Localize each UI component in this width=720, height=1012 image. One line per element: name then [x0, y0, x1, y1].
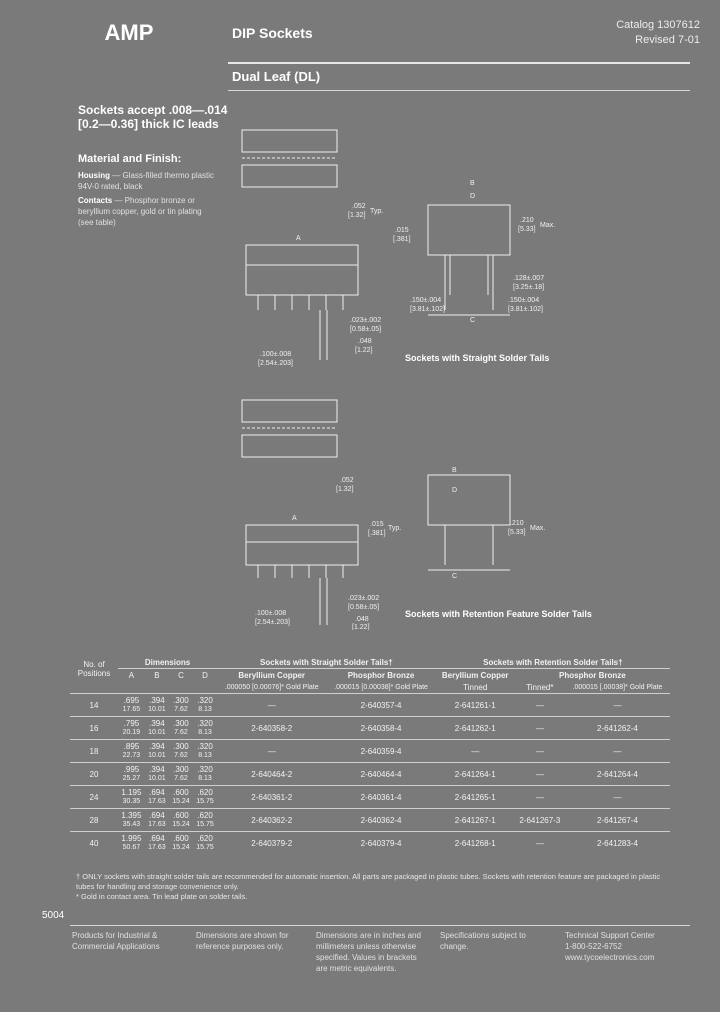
cell-dim-c-mm: 15.24	[172, 844, 190, 851]
cell-retention-becu	[436, 740, 515, 763]
cell-positions	[70, 763, 118, 786]
cell-dim-d-value: .320	[197, 742, 213, 751]
footer-col4: Specifications subject to change.	[440, 931, 526, 951]
th-tinned: Tinned	[463, 682, 488, 692]
cell-dim-c-mm: 15.24	[172, 798, 190, 805]
cell-dim-c-mm: 7.62	[174, 775, 188, 782]
dim1-100: .100±.008	[260, 351, 292, 358]
amp-logo-text: AMP	[104, 20, 154, 44]
dim1-023mm: [0.58±.05]	[350, 326, 382, 333]
dim1-052mm: [1.32]	[348, 212, 366, 219]
cell-dim-d-mm: 8.13	[198, 706, 212, 713]
cell-dim-d	[193, 786, 217, 809]
dim1-210: .210	[520, 217, 534, 224]
cell-straight-becu-value: 2-640358-2	[251, 723, 293, 733]
cell-dim-a-value: .695	[123, 696, 140, 705]
cell-dim-a	[118, 694, 145, 717]
cell-straight-phbr-value: 2-640357-4	[360, 700, 402, 710]
cell-retention-tinned	[515, 809, 565, 832]
cell-straight-phbr	[326, 809, 435, 832]
table-row	[70, 832, 670, 855]
cell-dim-d-value: .320	[197, 765, 213, 774]
cell-dim-d-value: .620	[197, 811, 213, 820]
dim2-048: .048	[355, 616, 369, 623]
cell-straight-becu	[217, 740, 326, 763]
cell-dim-c-value: .600	[173, 834, 189, 843]
cell-dim-b-value: .394	[149, 742, 165, 751]
cell-dim-c-mm: 7.62	[174, 752, 188, 759]
th-straight: Sockets with Straight Solder Tails†	[217, 656, 436, 669]
cell-straight-becu	[217, 786, 326, 809]
cell-retention-becu-value: 2-641262-1	[454, 723, 496, 733]
th-phbr: Phosphor Bronze	[347, 670, 415, 680]
socket-end-view-1	[428, 205, 510, 255]
cell-dim-d	[193, 694, 217, 717]
cell-dim-b-mm: 10.01	[148, 752, 166, 759]
cell-dim-a-value: .995	[123, 765, 140, 774]
footer-rule	[70, 925, 690, 926]
cell-dim-d-mm: 8.13	[198, 775, 212, 782]
cell-retention-tinned-value: 2-641267-3	[519, 815, 561, 825]
lead-spec	[78, 103, 227, 131]
socket-top-view-1b	[242, 165, 337, 187]
dim1-150amm: [3.81±.102]	[410, 306, 445, 313]
cell-dim-b-value: .394	[149, 765, 165, 774]
cell-dim-d-value: .620	[197, 834, 213, 843]
cell-retention-phbr	[565, 694, 670, 717]
dim2-C: C	[452, 573, 458, 580]
cell-dim-c-mm: 15.24	[172, 821, 190, 828]
cell-positions-value: 20	[89, 769, 99, 779]
cell-retention-becu-value: 2-641261-1	[454, 700, 496, 710]
dim1-A: A	[296, 235, 301, 242]
cell-dim-a-value: .895	[123, 742, 140, 751]
cell-straight-becu-value: 2-640464-2	[251, 769, 293, 779]
cell-retention-becu	[436, 809, 515, 832]
cell-positions-value: 14	[89, 700, 99, 710]
section-title: Dual Leaf (DL)	[232, 69, 321, 84]
th-becu2: Beryllium Copper	[441, 670, 509, 680]
cell-dim-d	[193, 809, 217, 832]
cell-straight-becu	[217, 717, 326, 740]
part-number-table	[70, 656, 670, 854]
cell-retention-tinned	[515, 694, 565, 717]
cell-straight-becu-value: 2-640379-2	[251, 838, 293, 848]
cell-retention-phbr	[565, 786, 670, 809]
material-heading: Material and Finish:	[78, 153, 182, 165]
cell-dim-b-value: .694	[149, 834, 165, 843]
cell-retention-becu	[436, 763, 515, 786]
cell-positions	[70, 786, 118, 809]
cell-dim-a-value: 1.995	[121, 834, 142, 843]
cell-dim-a-mm: 20.19	[122, 729, 141, 736]
contacts-text: — Phosphor bronze or beryllium copper, gold or tin plating (see table)	[78, 196, 202, 227]
cell-retention-tinned-value: —	[535, 792, 544, 802]
cell-dim-b-value: .394	[149, 719, 165, 728]
dim1-048mm: [1.22]	[355, 347, 373, 354]
dim1-150a: .150±.004	[410, 297, 442, 304]
cell-dim-b-mm: 10.01	[148, 729, 166, 736]
th-phbr2: Phosphor Bronze	[559, 670, 626, 680]
dim1-015: .015	[395, 227, 409, 234]
cell-retention-phbr	[565, 809, 670, 832]
cell-straight-becu-value: 2-640361-2	[251, 792, 293, 802]
support-center: Technical Support Center	[565, 931, 655, 940]
cell-dim-d	[193, 832, 217, 855]
solder-tails-1	[258, 295, 343, 310]
cell-retention-phbr	[565, 763, 670, 786]
cell-dim-b	[145, 740, 169, 763]
cell-dim-d-mm: 15.75	[196, 821, 214, 828]
cell-dim-b-value: .394	[149, 696, 165, 705]
housing-label: Housing	[78, 171, 110, 180]
cell-dim-c	[169, 763, 193, 786]
cell-dim-c	[169, 809, 193, 832]
cell-dim-b-mm: 17.63	[148, 844, 166, 851]
cell-retention-phbr-value: —	[613, 792, 622, 802]
cell-straight-becu-value: —	[267, 746, 276, 756]
cell-dim-d-value: .620	[197, 788, 213, 797]
th-c: C	[178, 670, 184, 680]
dim2-023: .023±.002	[348, 595, 380, 602]
cell-dim-a-value: 1.195	[121, 788, 142, 797]
cell-dim-b-mm: 10.01	[148, 775, 166, 782]
footer-col2: Dimensions are shown for reference purposes only.	[196, 931, 289, 951]
th-positions: No. of Positions	[77, 659, 111, 678]
footer-col1: Products for Industrial & Commercial Applications	[72, 931, 160, 951]
cell-dim-b	[145, 786, 169, 809]
dim1-typ: Typ.	[370, 208, 384, 215]
dim1-015mm: [.381]	[393, 236, 411, 243]
contacts-label: Contacts	[78, 196, 113, 205]
cell-dim-d-mm: 8.13	[198, 752, 212, 759]
th-phbr-finish: .000015 [0.00038]* Gold Plate	[334, 683, 428, 691]
lead-spec-line2: [0.2—0.36] thick IC leads	[78, 117, 219, 131]
dim2-210mm: [5.33]	[508, 529, 526, 536]
cell-retention-phbr-value: 2-641262-4	[597, 723, 638, 733]
cell-straight-phbr	[326, 717, 435, 740]
caption-straight-tails: Sockets with Straight Solder Tails	[405, 353, 550, 363]
th-a: A	[128, 670, 135, 680]
cell-dim-c-value: .300	[173, 719, 189, 728]
cell-straight-becu-value: 2-640362-2	[251, 815, 293, 825]
cell-dim-a-mm: 35.43	[122, 821, 141, 828]
socket-end-view-2	[428, 475, 510, 525]
cell-dim-c	[169, 717, 193, 740]
cell-dim-a	[118, 786, 145, 809]
cell-dim-c	[169, 694, 193, 717]
cell-dim-b-value: .694	[149, 788, 165, 797]
socket-top-view-1	[242, 130, 337, 152]
cell-positions	[70, 717, 118, 740]
dim2-015mm: [.381]	[368, 530, 386, 537]
dim1-128: .128±.007	[513, 275, 545, 282]
cell-straight-becu	[217, 809, 326, 832]
th-d: D	[202, 670, 208, 680]
cell-straight-phbr	[326, 786, 435, 809]
th-dimensions: Dimensions	[118, 656, 217, 669]
cell-straight-phbr-value: 2-640362-4	[360, 815, 402, 825]
cell-retention-phbr-value: 2-641283-4	[597, 838, 638, 848]
footer-col5	[565, 930, 690, 963]
th-phbr2-finish: .000015 [.00038]* Gold Plate	[572, 683, 663, 691]
dim1-D: D	[470, 193, 476, 200]
cell-dim-d	[193, 763, 217, 786]
cell-dim-a-mm: 25.27	[122, 775, 141, 782]
cell-dim-a-value: .795	[123, 719, 140, 728]
cell-straight-becu	[217, 832, 326, 855]
cell-retention-phbr-value: —	[613, 700, 622, 710]
cell-retention-becu-value: 2-641268-1	[454, 838, 496, 848]
cell-retention-becu-value: 2-641264-1	[454, 769, 496, 779]
dim2-typ: Typ.	[388, 525, 402, 532]
dim1-max: Max.	[540, 222, 556, 229]
cell-positions-value: 40	[89, 838, 99, 848]
footer-col3: Dimensions are in inches and millimeters unless otherwise specified. Values in brackets are metric equivalents.	[316, 931, 421, 973]
page-title: DIP Sockets	[232, 25, 313, 41]
cell-dim-a-mm: 17.65	[122, 706, 141, 713]
cell-dim-b-mm: 10.01	[148, 706, 166, 713]
th-becu: Beryllium Copper	[238, 670, 306, 680]
cell-straight-phbr-value: 2-640464-4	[360, 769, 402, 779]
cell-straight-phbr	[326, 740, 435, 763]
cell-positions-value: 16	[89, 723, 99, 733]
cell-dim-c-value: .300	[173, 696, 189, 705]
th-b: B	[154, 670, 160, 680]
dim1-B: B	[470, 180, 475, 187]
cell-dim-b	[145, 717, 169, 740]
dim1-023: .023±.002	[350, 317, 382, 324]
cell-dim-c-mm: 7.62	[174, 729, 188, 736]
cell-retention-becu	[436, 694, 515, 717]
th-retention: Sockets with Retention Solder Tails†	[436, 656, 670, 669]
header-rule	[228, 62, 690, 64]
cell-retention-becu-value: 2-641265-1	[454, 792, 496, 802]
table-notes	[76, 872, 676, 902]
cell-positions-value: 18	[89, 746, 99, 756]
dim2-B: B	[452, 467, 457, 474]
table-row	[70, 786, 670, 809]
cell-dim-c-value: .300	[173, 765, 189, 774]
dim2-D: D	[452, 487, 458, 494]
section-rule	[228, 90, 690, 91]
cell-straight-phbr-value: 2-640358-4	[360, 723, 402, 733]
th-tinned2: Tinned*	[526, 682, 554, 692]
cell-dim-c-mm: 7.62	[174, 706, 188, 713]
cell-dim-d	[193, 740, 217, 763]
cell-straight-becu-value: —	[267, 700, 276, 710]
dim1-100mm: [2.54±.203]	[258, 360, 293, 367]
table-row	[70, 763, 670, 786]
cell-dim-b	[145, 809, 169, 832]
technical-drawings	[230, 110, 690, 630]
cell-retention-tinned-value: —	[535, 746, 544, 756]
cell-dim-b-mm: 17.63	[148, 821, 166, 828]
cell-retention-phbr	[565, 740, 670, 763]
page-number: 5004	[42, 910, 65, 921]
cell-dim-d-mm: 15.75	[196, 844, 214, 851]
cell-straight-phbr	[326, 694, 435, 717]
cell-straight-phbr	[326, 832, 435, 855]
dim2-210: .210	[510, 520, 524, 527]
cell-dim-d-mm: 8.13	[198, 729, 212, 736]
dim2-015: .015	[370, 521, 384, 528]
cell-retention-tinned	[515, 740, 565, 763]
cell-retention-tinned-value: —	[535, 769, 544, 779]
cell-dim-b-mm: 17.63	[148, 798, 166, 805]
dim1-048: .048	[358, 338, 372, 345]
cell-straight-phbr-value: 2-640379-4	[360, 838, 402, 848]
cell-dim-a-mm: 50.67	[122, 844, 141, 851]
socket-side-view-2	[246, 525, 358, 565]
socket-side-view-1	[246, 245, 358, 295]
cell-positions	[70, 740, 118, 763]
cell-retention-phbr	[565, 717, 670, 740]
cell-positions-value: 24	[89, 792, 99, 802]
cell-dim-a	[118, 809, 145, 832]
table-row	[70, 717, 670, 740]
cell-straight-becu	[217, 694, 326, 717]
cell-dim-d-value: .320	[197, 719, 213, 728]
cell-retention-tinned	[515, 786, 565, 809]
cell-dim-a-mm: 30.35	[122, 798, 141, 805]
cell-retention-phbr-value: 2-641264-4	[597, 769, 638, 779]
dim1-C: C	[470, 317, 476, 324]
th-becu-finish: .000050 [0.00076]* Gold Plate	[224, 683, 319, 691]
table-row	[70, 809, 670, 832]
dim1-052: .052	[352, 203, 366, 210]
cell-positions	[70, 832, 118, 855]
cell-retention-tinned-value: —	[535, 723, 544, 733]
dim2-052mm: [1.32]	[336, 486, 354, 493]
cell-dim-d-mm: 15.75	[196, 798, 214, 805]
catalog-number: Catalog 1307612	[616, 19, 700, 31]
cell-retention-becu	[436, 786, 515, 809]
revised-date: Revised 7-01	[635, 34, 700, 46]
socket-top-view-2b	[242, 435, 337, 457]
cell-retention-becu	[436, 717, 515, 740]
cell-retention-phbr-value: —	[613, 746, 622, 756]
cell-straight-phbr	[326, 763, 435, 786]
note-1: † ONLY sockets with straight solder tails are recommended for automatic insertion. All parts are packaged in plastic tubes. Sockets with retention feature are packaged in plastic tubes for handling and storage convenience only.	[76, 872, 661, 891]
cell-retention-tinned	[515, 717, 565, 740]
cell-dim-a	[118, 832, 145, 855]
dim2-048mm: [1.22]	[352, 624, 370, 630]
dim2-max: Max.	[530, 525, 546, 532]
cell-dim-b	[145, 763, 169, 786]
dim2-023mm: [0.58±.05]	[348, 604, 380, 611]
dim1-128mm: [3.25±.18]	[513, 284, 545, 291]
solder-tails-2	[258, 565, 343, 578]
dim1-150b: .150±.004	[508, 297, 540, 304]
lead-spec-line1: Sockets accept .008—.014	[78, 103, 228, 117]
dim2-100mm: [2.54±.203]	[255, 619, 290, 626]
cell-retention-tinned-value: —	[535, 700, 544, 710]
cell-dim-b-value: .694	[149, 811, 165, 820]
cell-retention-phbr-value: 2-641267-4	[597, 815, 638, 825]
cell-dim-a	[118, 740, 145, 763]
cell-dim-c-value: .300	[173, 742, 189, 751]
cell-retention-tinned	[515, 832, 565, 855]
cell-retention-tinned-value: —	[535, 838, 544, 848]
cell-retention-tinned	[515, 763, 565, 786]
cell-dim-b	[145, 694, 169, 717]
cell-dim-a	[118, 717, 145, 740]
cell-positions-value: 28	[89, 815, 99, 825]
dim1-210mm: [5.33]	[518, 226, 536, 233]
dim1-150bmm: [3.81±.102]	[508, 306, 543, 313]
cell-dim-a-mm: 22.73	[122, 752, 141, 759]
amp-logo	[80, 20, 178, 44]
cell-dim-d-value: .320	[197, 696, 213, 705]
cell-retention-becu-value: —	[471, 746, 480, 756]
cell-dim-c-value: .600	[173, 788, 189, 797]
cell-dim-c	[169, 832, 193, 855]
cell-positions	[70, 694, 118, 717]
cell-dim-c	[169, 740, 193, 763]
table-row	[70, 694, 670, 717]
catalog-info	[616, 18, 700, 48]
cell-dim-c	[169, 786, 193, 809]
socket-top-view-2	[242, 400, 337, 422]
cell-dim-a-value: 1.395	[121, 811, 142, 820]
support-website[interactable]: www.tycoelectronics.com	[565, 953, 655, 962]
caption-retention-tails: Sockets with Retention Feature Solder Tails	[405, 609, 592, 619]
note-2: * Gold in contact area. Tin lead plate on solder tails.	[76, 892, 248, 901]
material-text	[78, 170, 218, 228]
cell-retention-phbr	[565, 832, 670, 855]
dim2-052: .052	[340, 477, 354, 484]
cell-straight-phbr-value: 2-640359-4	[360, 746, 402, 756]
cell-straight-becu	[217, 763, 326, 786]
cell-dim-d	[193, 717, 217, 740]
housing-text: — Glass-filled thermo plastic 94V-0 rated, black	[78, 171, 215, 191]
cell-dim-a	[118, 763, 145, 786]
cell-dim-c-value: .600	[173, 811, 189, 820]
support-phone: 1-800-522-6752	[565, 942, 622, 951]
cell-retention-becu-value: 2-641267-1	[454, 815, 496, 825]
cell-positions	[70, 809, 118, 832]
table-row	[70, 740, 670, 763]
dim2-100: .100±.008	[255, 610, 287, 617]
dim2-A: A	[292, 515, 297, 522]
cell-retention-becu	[436, 832, 515, 855]
cell-straight-phbr-value: 2-640361-4	[360, 792, 402, 802]
cell-dim-b	[145, 832, 169, 855]
